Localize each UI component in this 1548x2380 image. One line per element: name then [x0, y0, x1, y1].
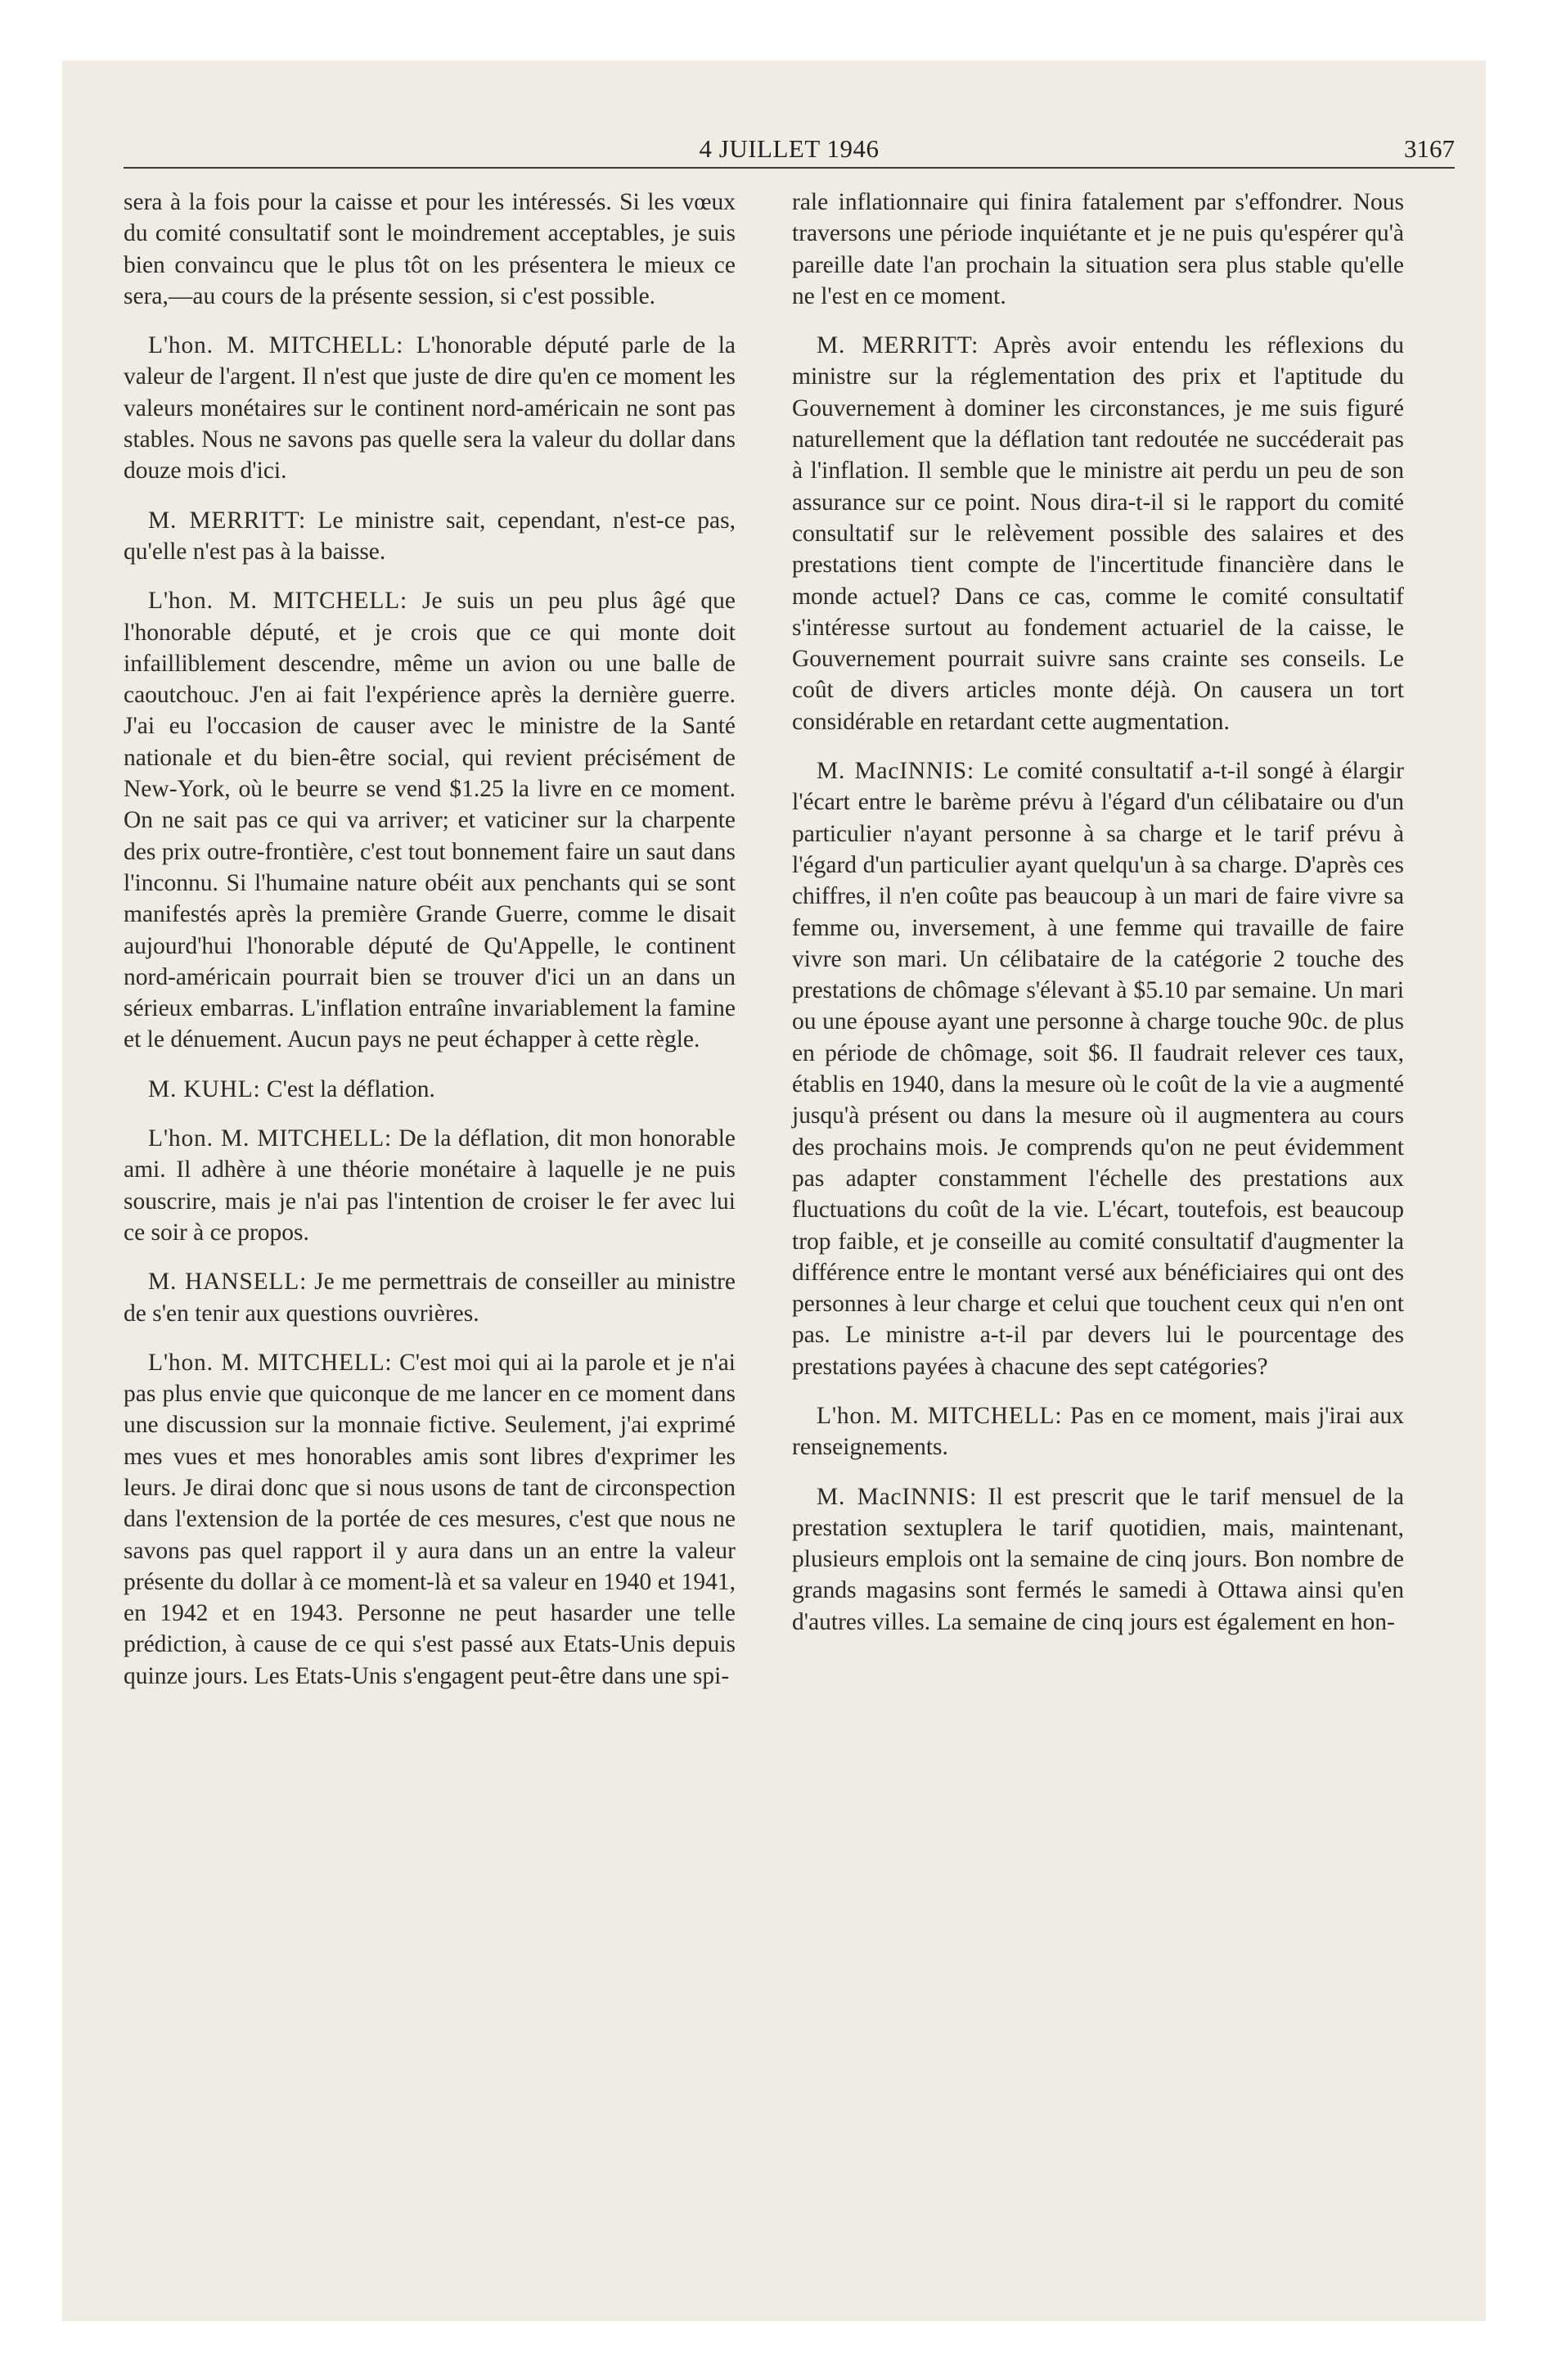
paragraph-text: Il est prescrit que le tarif mensuel de la prestation sextuplera le tarif quotidien, mais, maintenant, plusieurs emplois ont la semaine de cinq jours. Bon nombre de grands magasins sont fermés le samedi à Ottawa ainsi qu'en d'autres villes. La semaine de cinq jours est également en hon- — [792, 1483, 1404, 1635]
paragraph — [792, 330, 1404, 737]
paragraph — [124, 330, 736, 486]
speaker-name: L'hon. M. MITCHELL: — [148, 332, 404, 359]
right-column — [792, 187, 1404, 1656]
paragraph — [124, 1074, 736, 1105]
paragraph — [792, 755, 1404, 1382]
paragraph-text: Après avoir entendu les réflexions du ministre sur la réglementation des prix et l'aptitude du Gouvernement à dominer les circonstances, je me suis figuré naturellement que la déflation tant redoutée ne succéderait pas à l'inflation. Il semble que le ministre ait perdu un peu de son assurance sur ce point. Nous dira-t-il si le rapport du comité consultatif sur le relèvement possible des salaires et des prestations tient compte de l'incertitude financière dans le monde actuel? Dans ce cas, comme le comité consultatif s'intéresse surtout au fondement actuariel de la caisse, le Gouvernement pourrait suivre sans crainte ses conseils. Le coût de divers articles monte déjà. On causera un tort considérable en retardant cette augmentation. — [792, 332, 1404, 735]
paragraph-text: De la déflation, dit mon honorable ami. Il adhère à une théorie monétaire à laquelle je ne puis souscrire, mais je n'ai pas l'intention de croiser le fer avec lui ce soir à ce propos. — [124, 1125, 736, 1246]
running-header — [124, 134, 1455, 169]
paragraph-text: rale inflationnaire qui finira fatalement par s'effondrer. Nous traversons une période inquiétante et je ne puis qu'espérer qu'à pareille date l'an prochain la situation sera plus stable qu'elle ne l'est en ce moment. — [792, 189, 1404, 309]
header-date: 4 JUILLET 1946 — [699, 134, 880, 163]
paragraph-text: Je suis un peu plus âgé que l'honorable député, et je crois que ce qui monte doit infailliblement descendre, même un avion ou une balle de caoutchouc. J'en ai fait l'expérience après la dernière guerre. J'ai eu l'occasion de causer avec le ministre de la Santé nationale et du bien-être social, qui revient précisément de New-York, où le beurre se vend $1.25 la livre en ce moment. On ne sait pas ce qui va arriver; et vaticiner sur la charpente des prix outre-frontière, c'est tout bonnement faire un saut dans l'inconnu. Si l'humaine nature obéit aux penchants qui se sont manifestés après la première Grande Guerre, comme le disait aujourd'hui l'honorable député de Qu'Appelle, le continent nord-américain pourrait bien se trouver d'ici un an dans un sérieux embarras. L'inflation entraîne invariablement la famine et le dénuement. Aucun pays ne peut échapper à cette règle. — [124, 588, 736, 1053]
paragraph — [124, 585, 736, 1055]
speaker-name: L'hon. M. MITCHELL: — [817, 1402, 1063, 1429]
speaker-name: M. MacINNIS: — [817, 758, 974, 785]
paragraph-text: Le comité consultatif a-t-il songé à élargir l'écart entre le barème prévu à l'égard d'un célibataire ou d'un particulier n'ayant personne à sa charge et le tarif prévu à l'égard d'un particulier ayant quelqu'un à sa charge. D'après ces chiffres, il n'en coûte pas beaucoup à un mari de faire vivre sa femme ou, inversement, à une femme qui travaille de faire vivre son mari. Un célibataire de la catégorie 2 touche des prestations de chômage s'élevant à $5.10 par semaine. Un mari ou une épouse ayant une personne à charge touche 90c. de plus en période de chômage, soit $6. Il faudrait relever ces taux, établis en 1940, dans la mesure où le coût de la vie a augmenté jusqu'à présent ou dans la mesure où il augmentera au cours des prochains mois. Je comprends qu'on ne peut évidemment pas adapter constamment l'échelle des prestations aux fluctuations du coût de la vie. L'écart, toutefois, est beaucoup trop faible, et je conseille au comité consultatif d'augmenter la différence entre le montant versé aux bénéficiaires qui ont des personnes à leur charge et celui que touchent ceux qui n'en ont pas. Le ministre a-t-il par devers lui le pourcentage des prestations payées à chacune des sept catégories? — [792, 758, 1405, 1380]
left-column — [124, 187, 736, 1710]
speaker-name: L'hon. M. MITCHELL: — [148, 1349, 393, 1376]
paragraph — [792, 187, 1404, 312]
scanned-page — [62, 61, 1486, 2321]
speaker-name: L'hon. M. MITCHELL: — [148, 1125, 392, 1152]
page-number: 3167 — [1404, 134, 1455, 163]
paragraph — [124, 1123, 736, 1248]
paragraph — [792, 1400, 1404, 1463]
speaker-name: M. HANSELL: — [148, 1269, 308, 1296]
speaker-name: M. KUHL: — [148, 1075, 261, 1102]
speaker-name: M. MacINNIS: — [817, 1483, 978, 1510]
paragraph — [124, 187, 736, 312]
paragraph-text: Je me permettrais de conseiller au ministre de s'en tenir aux questions ouvrières. — [124, 1269, 736, 1327]
paragraph-text: C'est moi qui ai la parole et je n'ai pas plus envie que quiconque de me lancer en ce moment dans une discussion sur la monnaie fictive. Seulement, j'ai exprimé mes vues et mes honorables amis sont libres d'exprimer les leurs. Je dirai donc que si nous usons de tant de circonspection dans l'extension de la portée de ces mesures, c'est que nous ne savons pas quel rapport il y aura dans un an entre la valeur présente du dollar à ce moment-là et sa valeur en 1940 et 1941, en 1942 et en 1943. Personne ne peut hasarder une telle prédiction, à cause de ce qui s'est passé aux Etats-Unis depuis quinze jours. Les Etats-Unis s'engagent peut-être dans une spi- — [124, 1349, 736, 1689]
paragraph — [124, 1266, 736, 1329]
paragraph-text: Le ministre sait, cependant, n'est-ce pas, qu'elle n'est pas à la baisse. — [124, 507, 736, 565]
paragraph — [124, 505, 736, 568]
paragraph-text: sera à la fois pour la caisse et pour les intéressés. Si les vœux du comité consultatif sont le moindrement acceptables, je suis bien convaincu que le plus tôt on les présentera le mieux ce sera,—au cours de la présente session, si c'est possible. — [124, 189, 736, 309]
paragraph — [792, 1481, 1404, 1638]
paragraph-text: Pas en ce moment, mais j'irai aux renseignements. — [792, 1402, 1405, 1461]
paragraph — [124, 1347, 736, 1692]
speaker-name: L'hon. M. MITCHELL: — [148, 588, 407, 615]
paragraph-text: C'est la déflation. — [266, 1075, 435, 1102]
speaker-name: M. MERRITT: — [817, 332, 979, 359]
speaker-name: M. MERRITT: — [148, 507, 306, 534]
paragraph-text: L'honorable député parle de la valeur de l'argent. Il n'est que juste de dire qu'en ce moment les valeurs monétaires sur le continent nord-américain ne sont pas stables. Nous ne savons pas quelle sera la valeur du dollar dans douze mois d'ici. — [124, 332, 736, 485]
page-content — [124, 134, 1455, 1689]
